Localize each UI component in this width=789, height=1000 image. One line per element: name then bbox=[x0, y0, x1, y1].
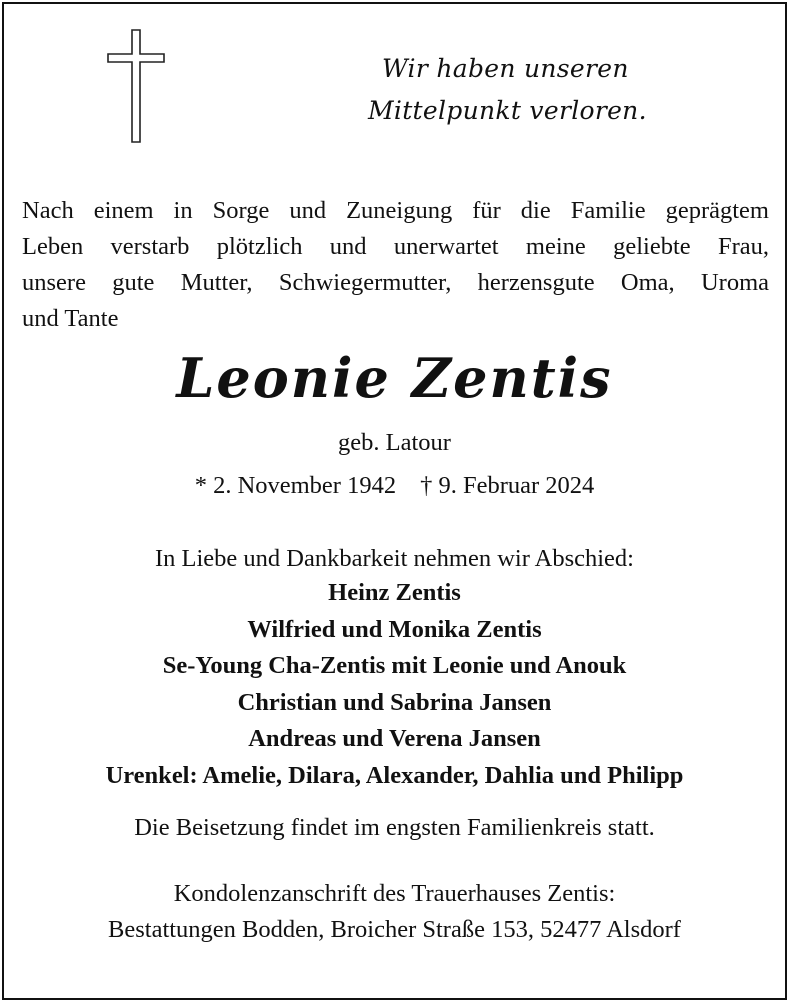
intro-line: und Tante bbox=[22, 305, 119, 332]
condolence-line-1: Kondolenzanschrift des Trauerhauses Zentis: bbox=[173, 880, 616, 907]
cross-icon bbox=[104, 28, 168, 144]
motto-line-1: Wir haben unseren bbox=[382, 54, 629, 83]
death-date: † 9. Februar 2024 bbox=[420, 472, 595, 499]
maiden-name: geb. Latour bbox=[338, 429, 451, 456]
mourner-name: Wilfried und Monika Zentis bbox=[247, 615, 542, 643]
intro-paragraph bbox=[22, 193, 769, 337]
condolence-line-2: Bestattungen Bodden, Broicher Straße 153, 52477 Alsdorf bbox=[108, 916, 681, 943]
burial-note: Die Beisetzung findet im engsten Familienkreis statt. bbox=[134, 814, 655, 841]
mourner-name: Urenkel: Amelie, Dilara, Alexander, Dahlia und Philipp bbox=[105, 761, 684, 789]
mourner-name: Heinz Zentis bbox=[328, 579, 461, 606]
intro-line: Leben verstarb plötzlich und unerwartet meine geliebte Frau, bbox=[22, 233, 769, 260]
mourners-list bbox=[0, 575, 789, 794]
motto-line-2: Mittelpunkt verloren. bbox=[368, 96, 647, 125]
condolence-address bbox=[0, 876, 789, 948]
mourner-name: Andreas und Verena Jansen bbox=[248, 725, 541, 752]
mourner-name: Christian und Sabrina Jansen bbox=[237, 688, 552, 716]
birth-date: * 2. November 1942 bbox=[194, 472, 397, 499]
motto bbox=[330, 48, 690, 132]
intro-line: Nach einem in Sorge und Zuneigung für die Familie geprägtem bbox=[22, 197, 769, 224]
life-dates bbox=[0, 469, 789, 503]
deceased-name: Leonie Zentis bbox=[176, 346, 613, 410]
farewell-intro: In Liebe und Dankbarkeit nehmen wir Abschied: bbox=[155, 545, 634, 572]
intro-line: unsere gute Mutter, Schwiegermutter, herzensgute Oma, Uroma bbox=[22, 269, 769, 296]
mourner-name: Se-Young Cha-Zentis mit Leonie und Anouk bbox=[162, 652, 627, 679]
